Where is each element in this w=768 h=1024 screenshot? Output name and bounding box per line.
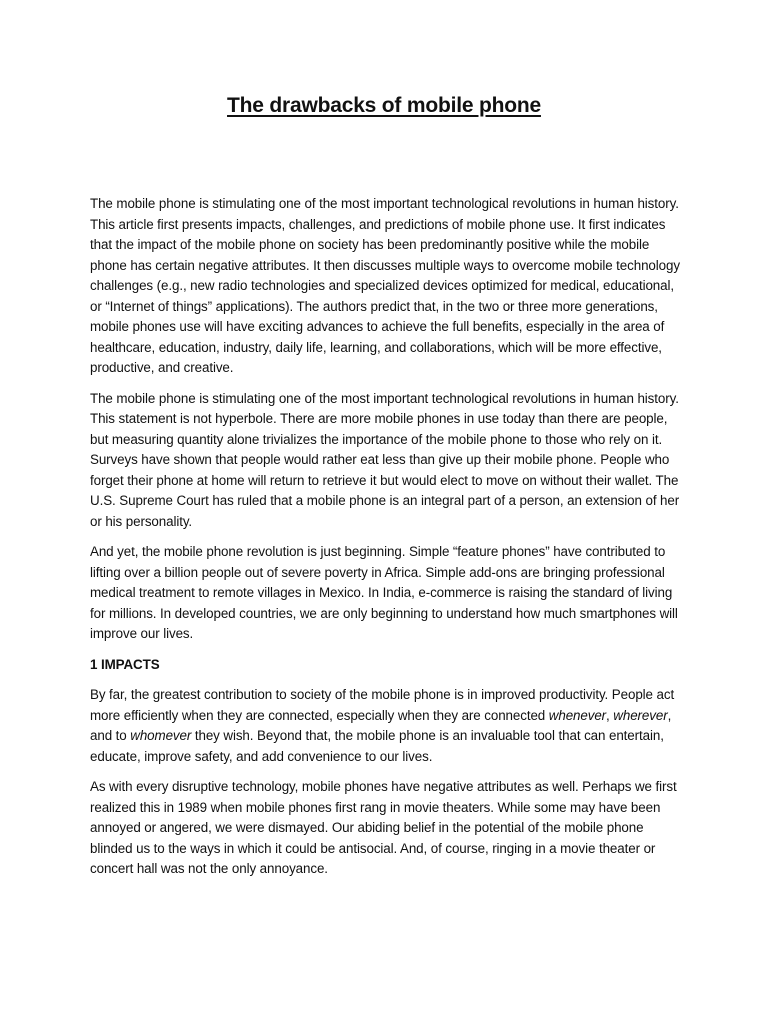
paragraph-productivity: [90, 685, 680, 767]
paragraph-text: ,: [606, 707, 614, 723]
paragraph-text: By far, the greatest contribution to society of the mobile phone is in improved productivity. People act more efficiently when they are connected, especially when they are connected: [90, 687, 675, 723]
paragraph-hyperbole: The mobile phone is stimulating one of the most important technological revolutions in human history. This statement is not hyperbole. There are more mobile phones in use today than there are people, but measuring quantity alone trivializes the importance of the mobile phone to those who rely on it. Surveys have shown that people would rather eat less than give up their mobile phone. People who forget their phone at home will return to retrieve it but would elect to move on without their wallet. The U.S. Supreme Court has ruled that a mobile phone is an integral part of a person, an extension of her or his personality.: [90, 390, 680, 529]
emphasis-text: whomever: [130, 728, 192, 743]
paragraph-text: they wish. Beyond that, the mobile phone is an invaluable tool that can entertain, educate, improve safety, and add convenience to our lives.: [90, 728, 664, 764]
paragraph-intro: The mobile phone is stimulating one of the most important technological revolutions in human history. This article first presents impacts, challenges, and predictions of mobile phone use. It first indicates that the impact of the mobile phone on society has been predominantly positive while the mobile phone has certain negative attributes. It then discusses multiple ways to overcome mobile technology challenges (e.g., new radio technologies and specialized devices optimized for medical, educational, or “Internet of things” applications). The authors predict that, in the two or three more generations, mobile phones use will have exciting advances to achieve the full benefits, especially in the area of healthcare, education, industry, daily life, learning, and collaborations, which will be more effective, productive, and creative.: [90, 196, 680, 375]
paragraph-negative-attributes: As with every disruptive technology, mobile phones have negative attributes as well. Perhaps we first realized this in 1989 when mobile phones first rang in movie theaters. While some may have been annoyed or angered, we were dismayed. Our abiding belief in the potential of the mobile phone blinded us to the ways in which it could be antisocial. And, of course, ringing in a movie theater or concert hall was not the only annoyance.: [90, 779, 677, 876]
paragraph-revolution: And yet, the mobile phone revolution is just beginning. Simple “feature phones” have contributed to lifting over a billion people out of severe poverty in Africa. Simple add-ons are bringing professional medical treatment to remote villages in Mexico. In India, e-commerce is raising the standard of living for millions. In developed countries, we are only beginning to understand how much smartphones will improve our lives.: [90, 544, 678, 641]
section-heading-impacts: 1 IMPACTS: [90, 656, 160, 672]
emphasis-text: whenever: [548, 707, 607, 723]
document-body: [90, 194, 680, 890]
paragraph-text: , and to: [90, 707, 672, 743]
emphasis-text: wherever: [613, 707, 668, 723]
document-title: The drawbacks of mobile phone: [227, 94, 541, 117]
